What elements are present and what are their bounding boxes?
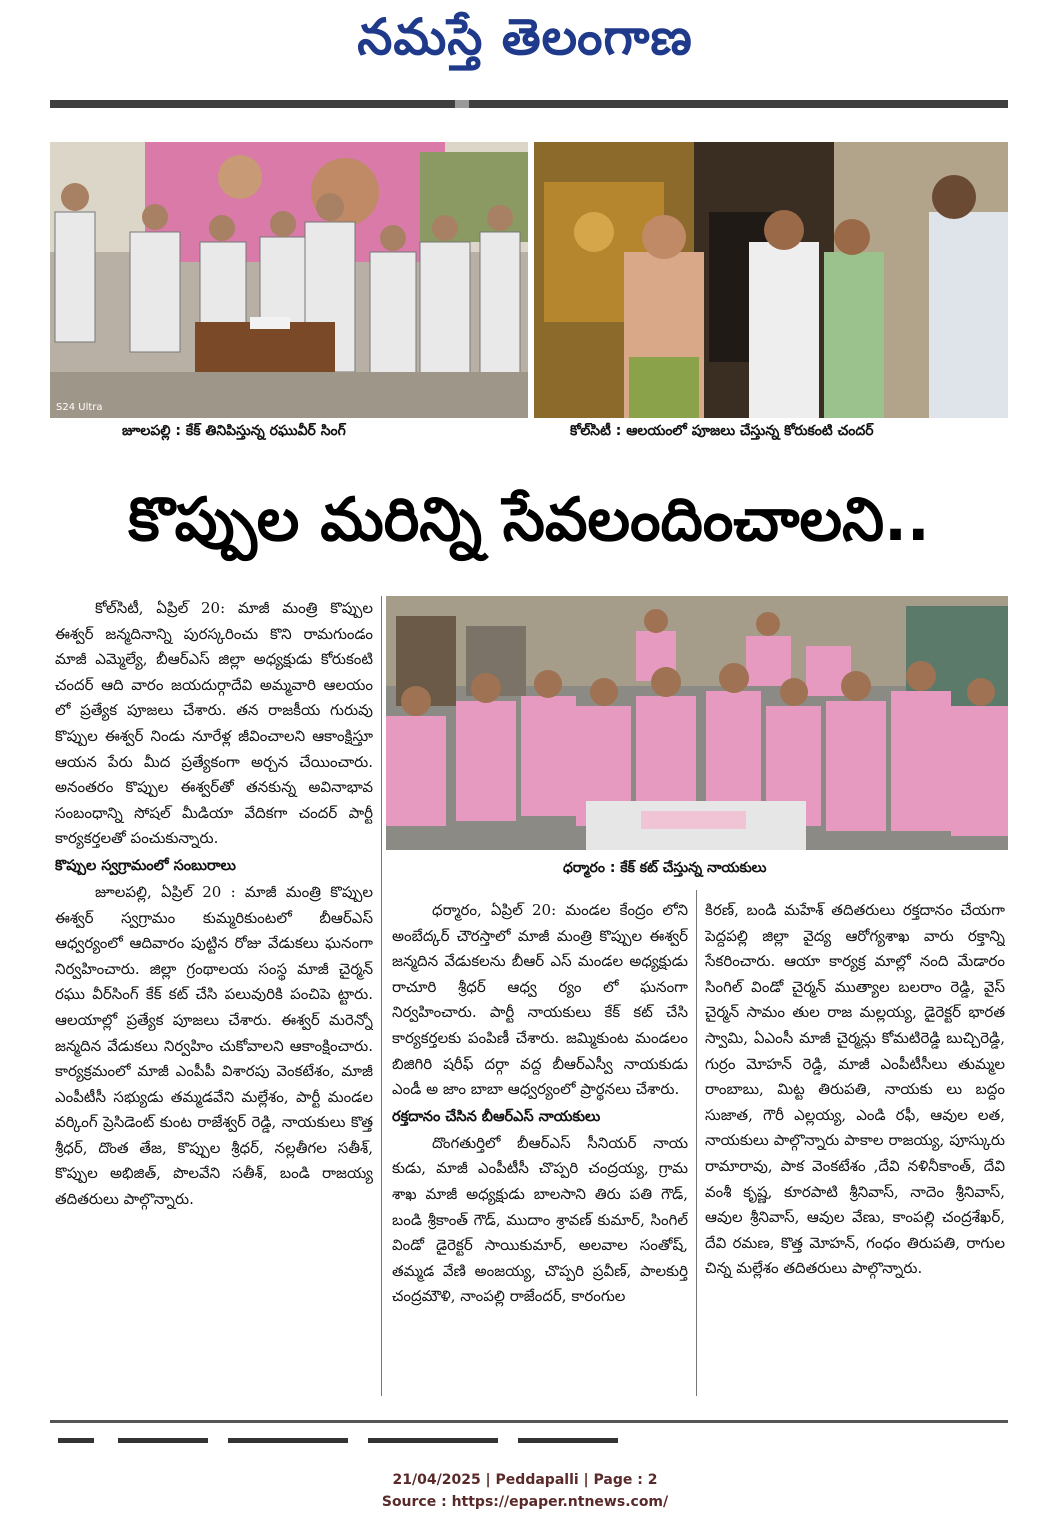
masthead [0, 0, 1050, 100]
photo-cake-julapalli [50, 142, 528, 418]
column2-paragraph-2: దొంగతుర్తిలో బీఆర్ఎస్ సీనియర్ నాయ కుడు, మాజీ ఎంపీటీసీ చొప్పరి చంద్రయ్య, గ్రామ శాఖ మాజీ అధ్యక్షుడు బాలసాని తిరు పతి గౌడ్, బండి శ్రీకాంత్ గౌడ్, ముదాం శ్రావణ్ కుమార్, సింగిల్ విండో డైరెక్టర్ సాయికుమార్, అలవాల సంతోష్, తమ్మడ వేణి అంజయ్య, చొప్పరి ప్రవీణ్, పాలకుర్తి చంద్రమౌళి, నాంపల్లి రాజేందర్, కారంగుల [392, 1133, 688, 1306]
photo-caption-kolcity: కోల్‌సిటీ : ఆలయంలో పూజలు చేస్తున్న కోరుకంటి చందర్ [570, 423, 874, 439]
column2-paragraph-1: ధర్మారం, ఏప్రిల్ 20: మండల కేంద్రం లోని అంబేద్కర్ చౌరస్తాలో మాజీ మంత్రి కొప్పుల ఈశ్వర్ జన్మదిన వేడుకలను బీఆర్ ఎస్ మండల అధ్యక్షుడు రాచూరి శ్రీధర్ ఆధ్వ ర్యం లో ఘనంగా నిర్వహించారు. పార్టీ నాయకులు కేక్ కట్ చేసి కార్యకర్తలకు పంపిణీ చేశారు. జమ్మికుంట మండలం బిజిగిరి షరీఫ్ దర్గా వద్ద బీఆర్ఎస్వీ నాయకుడు ఎండీ అ జాం బాబా ఆధ్వర్యంలో ప్రార్థనలు చేశారు. [392, 901, 688, 1099]
photo-caption-dharmaram: ధర్మారం : కేక్ కట్ చేస్తున్న నాయకులు [563, 860, 767, 876]
column3-paragraph-1: కిరణ్, బండి మహేశ్ తదితరులు రక్తదానం చేయగా పెద్దపల్లి జిల్లా వైద్య ఆరోగ్యశాఖ వారు రక్తాన్ని సేకరించారు. ఆయా కార్యక్ర మాల్లో నంది మేడారం సింగిల్ విండో చైర్మన్ ముత్యాల బలరాం రెడ్డి, వైస్ చైర్మన్ సామం తుల రాజ మల్లయ్య, డైరెక్టర్ భారత స్వామి, ఏఎంసీ మాజీ చైర్మన్లు కోమటిరెడ్డి బుచ్చిరెడ్డి, గుర్రం మోహన్ రెడ్డి, మాజీ ఎంపీటీసీలు తుమ్మల రాంబాబు, మిట్ట తిరుపతి, నాయకు లు బద్దం సుజాత, గౌరీ ఎల్లయ్య, ఎండి రఫీ, ఆవుల లత, నాయకులు పాల్గొన్నారు పాకాల రాజయ్య, పూస్కురు రామారావు, పాక వెంకటేశం ,దేవి నళినీకాంత్, దేవి వంశీ కృష్ణ, కూరపాటి శ్రీనివాస్, నాదెం శ్రీనివాస్, ఆవుల శ్రీనివాస్, ఆవుల వేణు, కాంపల్లి చంద్రశేఖర్, దేవి రమణ, కొత్త మోహన్, గంధం తిరుపతి, రాగుల చిన్న మల్లేశం తదితరులు పాల్గొన్నారు. [705, 901, 1005, 1278]
article-headline: కొప్పుల మరిన్ని సేవలందించాలని.. [128, 485, 930, 555]
column1-subheading: కొప్పుల స్వగ్రామంలో సంబురాలు [55, 857, 236, 874]
photo-temple-kolcity [534, 142, 1008, 418]
photo-cake-dharmaram [386, 596, 1008, 850]
article-column-2 [392, 898, 688, 1395]
photo-watermark: S24 Ultra [56, 402, 103, 413]
footer-date-edition: 21/04/2025 | Peddapalli | Page : 2 [392, 1472, 658, 1488]
column2-subheading: రక్తదానం చేసిన బీఆర్ఎస్ నాయకులు [392, 1108, 601, 1125]
footer-source: Source : https://epaper.ntnews.com/ [381, 1494, 669, 1510]
column-divider-2 [696, 890, 697, 1396]
bottom-rule [50, 1420, 1008, 1423]
column1-paragraph-2: జూలపల్లి, ఏప్రిల్ 20 : మాజీ మంత్రి కొప్పుల ఈశ్వర్ స్వగ్రామం కుమ్మరికుంటలో బీఆర్ఎస్ ఆధ్వర్యంలో ఆదివారం పుట్టిన రోజు వేడుకలు ఘనంగా నిర్వహించారు. జిల్లా గ్రంథాలయ సంస్థ మాజీ చైర్మన్ రఘు వీర్‌సింగ్ కేక్ కట్ చేసి పలువురికి పంచిపె ట్టారు. ఆలయాల్లో ప్రత్యేక పూజలు చేశారు. ఈశ్వర్ మరెన్నో జన్మదిన వేడుకలు నిర్వహిం చుకోవాలని ఆకాంక్షించారు. కార్యక్రమంలో మాజీ ఎంపీపీ విశారపు వెంకటేశం, మాజీ ఎంపీటీసీ సభ్యుడు తమ్మడవేని మల్లేశం, పార్టీ మండల వర్కింగ్ ప్రెసిడెంట్ కుంట రాజేశ్వర్ రెడ్డి, నాయకులు కొత్త శ్రీధర్, దొంత తేజ, కొప్పుల శ్రీధర్, నల్లతీగల సతీశ్, కొప్పుల అభిజిత్, పొలవేని సతీశ్, బండి రాజయ్య తదితరులు పాల్గొన్నారు. [55, 882, 373, 1209]
photo-caption-julapalli: జూలపల్లి : కేక్ తినిపిస్తున్న రఘువీర్ సింగ్ [122, 423, 346, 439]
next-article-teaser-cutoff [58, 1432, 618, 1448]
article-column-3 [705, 898, 1005, 1395]
masthead-rule [50, 100, 1008, 108]
article-column-1 [55, 596, 373, 1391]
column1-paragraph-1: కోల్‌సిటీ, ఏప్రిల్ 20: మాజీ మంత్రి కొప్పుల ఈశ్వర్ జన్మదినాన్ని పురస్కరించు కొని రామగుండం మాజీ ఎమ్మెల్యే, బీఆర్ఎస్ జిల్లా అధ్యక్షుడు కోరుకంటి చందర్ ఆది వారం జయదుర్గాదేవి అమ్మవారి ఆలయం లో ప్రత్యేక పూజలు చేశారు. తన రాజకీయ గురువు కొప్పుల ఈశ్వర్ నిండు నూరేళ్ల జీవించాలని ఆకాంక్షిస్తూ ఆయన పేరు మీద ప్రత్యేకంగా అర్చన చేయించారు. అనంతరం కొప్పుల ఈశ్వర్‌తో తనకున్న అవినాభావ సంబంధాన్ని సోషల్ మీడియా వేదికగా చందర్ పార్టీ కార్యకర్తలతో పంచుకున్నారు. [55, 599, 373, 848]
masthead-rule-marker [455, 100, 469, 108]
column-divider-1 [381, 596, 382, 1396]
masthead-title: నమస్తే తెలంగాణ [357, 8, 693, 66]
